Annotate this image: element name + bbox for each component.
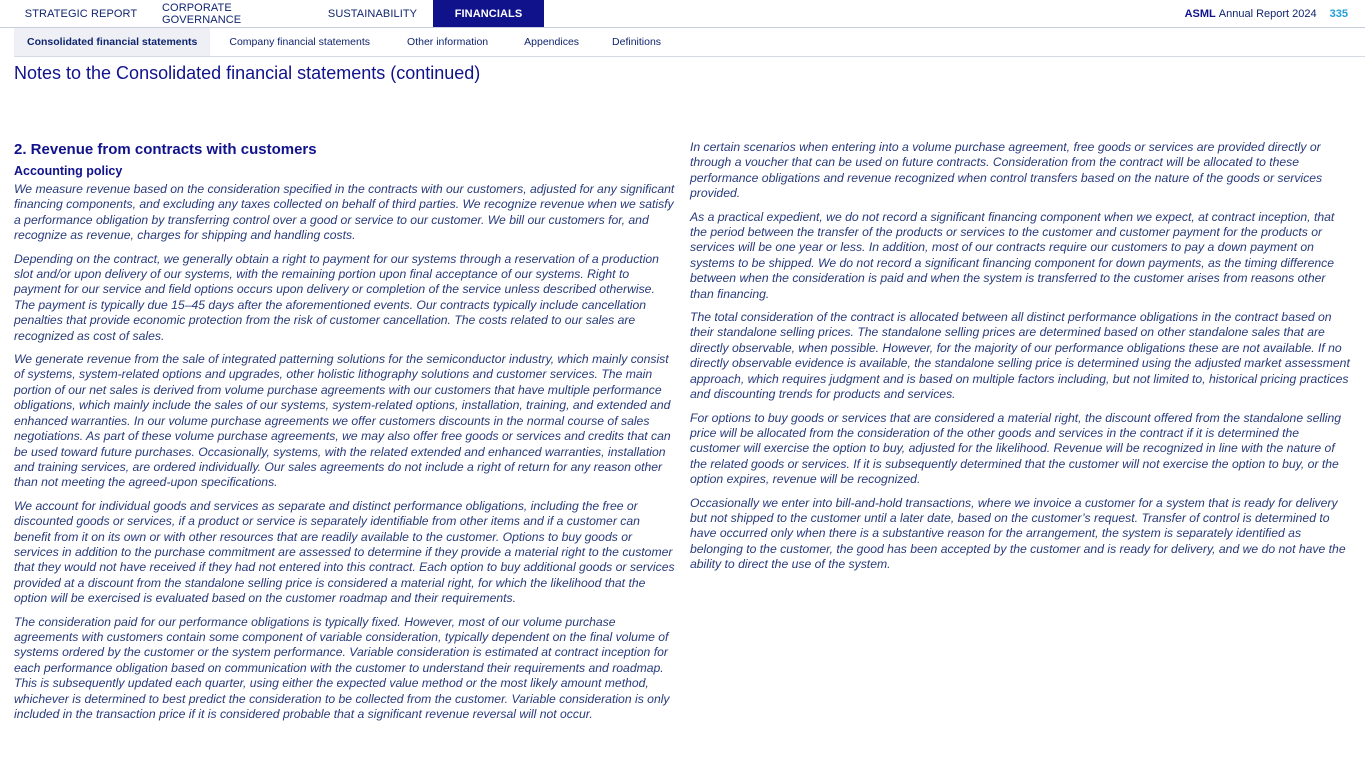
section-subheading: Accounting policy <box>14 164 123 178</box>
report-title: Annual Report 2024 <box>1218 7 1317 20</box>
tab-strategic-report[interactable]: STRATEGIC REPORT <box>24 7 138 20</box>
paragraph: The consideration paid for our performance obligations is typically fixed. However, most of our volume purchase agreements with customers contain some component of variable consideration, typically dependent on the final volume of systems ordered by the customer or the system performance. Variable consideration is estimated at contract inception for each performance obligation based on communication with the customer to understand their requirements and roadmap. This is subsequently updated each quarter, using either the expected value method or the most likely amount method, whichever is determined to best predict the consideration to be collected from the customer. Variable consideration is only included in the transaction price if it is considered probable that a significant revenue reversal will not occur. <box>14 614 670 721</box>
subnav-other-information[interactable]: Other information <box>407 36 489 48</box>
paragraph: As a practical expedient, we do not record a significant financing component when we expect, at contract inception, that the period between the transfer of the products or services to the customer and customer payment for the products or services will be one year or less. In addition, most of our contracts require our customers to pay a down payment on systems to be shipped. We do not record a significant financing component for down payments, as the timing difference between when the consideration is paid and when the system is transferred to the customer arises from reasons other than financing. <box>690 209 1335 301</box>
paragraph: We measure revenue based on the consideration specified in the contracts with our customers, adjusted for any significant financing components, and excluding any taxes collected on behalf of third parties. We recognize revenue when we satisfy a performance obligation by transferring control over a good or service to our customer. We bill our customers for, and recognize as revenue, charges for shipping and handling costs. <box>14 182 675 243</box>
paragraph: The total consideration of the contract is allocated between all distinct performance obligations in the contract based on their standalone selling prices. The standalone selling prices are determined based on other standalone sales that are directly observable, when possible. However, for the majority of our performance obligations these are not available. If no directly observable evidence is available, the standalone selling price is determined using the adjusted market assessment approach, which requires judgment and is based on multiple factors including, but not limited to, historical pricing practices and discounting trends for products and services. <box>690 310 1350 402</box>
top-navigation <box>0 0 1365 28</box>
sub-navigation <box>14 28 1365 57</box>
right-column <box>690 140 1352 581</box>
paragraph: We account for individual goods and services as separate and distinct performance obligations, including the free or discounted goods or services, if a product or service is separately identifiable from other items and if a customer can benefit from it on its own or with other resources that are readily available to the customer. Options to buy goods or services in addition to the purchase commitment are assessed to determine if they provide a material right to the customer that they would not have received if they had not entered into this contract. Each option to buy additional goods or services provided at a discount from the standalone selling price is considered a material right, for which the likelihood that the option will be exercised is evaluated based on the customer roadmap and their requirements. <box>14 498 675 606</box>
page-title: Notes to the Consolidated financial statements (continued) <box>14 63 481 83</box>
paragraph: For options to buy goods or services that are considered a material right, the discount offered from the standalone selling price will be allocated from the consideration of the other goods and services in the contract if it is determined the customer will exercise the option to buy, adjusted for the likelihood. Revenue will be recognized in line with the nature of the related goods or services. If it is subsequently determined that the customer will not exercise the option to buy, or the option expires, revenue will be recognized. <box>690 410 1342 487</box>
left-column <box>14 140 676 730</box>
tab-corporate-governance[interactable]: CORPORATE GOVERNANCE <box>162 1 242 26</box>
tab-sustainability[interactable]: SUSTAINABILITY <box>327 7 418 20</box>
paragraph: In certain scenarios when entering into a volume purchase agreement, free goods or services are provided directly or through a voucher that can be used on future contracts. Consideration from the contract will be allocated to these performance obligations and revenue recognized when control transfers based on the nature of the goods or services provided. <box>690 140 1323 201</box>
tab-financials[interactable]: FINANCIALS <box>433 0 544 27</box>
section-heading: 2. Revenue from contracts with customers <box>14 141 317 158</box>
subnav-company-financial-statements[interactable]: Company financial statements <box>229 36 371 48</box>
subnav-appendices[interactable]: Appendices <box>524 36 580 48</box>
paragraph: We generate revenue from the sale of integrated patterning solutions for the semiconductor industry, which mainly consist of systems, system-related options and upgrades, other holistic lithography solutions and customer services. The main portion of our net sales is derived from volume purchase agreements with our customers that have multiple performance obligations, which mainly include the sales of our systems, system-related options, installation, training, and extended and enhanced warranties. In our volume purchase agreements we offer customers discounts in the normal course of sales negotiations. As part of these volume purchase agreements, we may also offer free goods or services and credits that can be used toward future purchases. Occasionally, systems, with the related extended and enhanced warranties, installation and training services, are ordered individually. Our sales agreements do not include a right of return for any reason other than not meeting the agreed-upon specifications. <box>14 352 671 490</box>
paragraph: Depending on the contract, we generally obtain a right to payment for our systems through a reservation of a production slot and/or upon delivery of our systems, with the remaining portion upon final acceptance of our systems. Right to payment for our service and field options occurs upon delivery or completion of the service unless described otherwise. The payment is typically due 15–45 days after the aforementioned events. Our contracts typically include cancellation penalties that provide economic protection from the risk of customer cancellation. The costs related to our sales are recognized as cost of sales. <box>14 251 659 343</box>
subnav-definitions[interactable]: Definitions <box>612 36 662 48</box>
brand-logo[interactable]: ASML <box>1184 7 1216 20</box>
report-header <box>1185 0 1348 27</box>
paragraph: Occasionally we enter into bill-and-hold transactions, where we invoice a customer for a system that is ready for delivery but not shipped to the customer until a later date, based on the customer’s request. Transfer of control is determined to have occurred only when there is a substantive reason for the arrangement, the system is separately identified as belonging to the customer, the good has been accepted by the customer and is ready for delivery, and we do not have the ability to direct the use of the system. <box>690 495 1346 572</box>
subnav-consolidated-financial-statements[interactable]: Consolidated financial statements <box>14 28 210 56</box>
page-number: 335 <box>1329 7 1348 20</box>
